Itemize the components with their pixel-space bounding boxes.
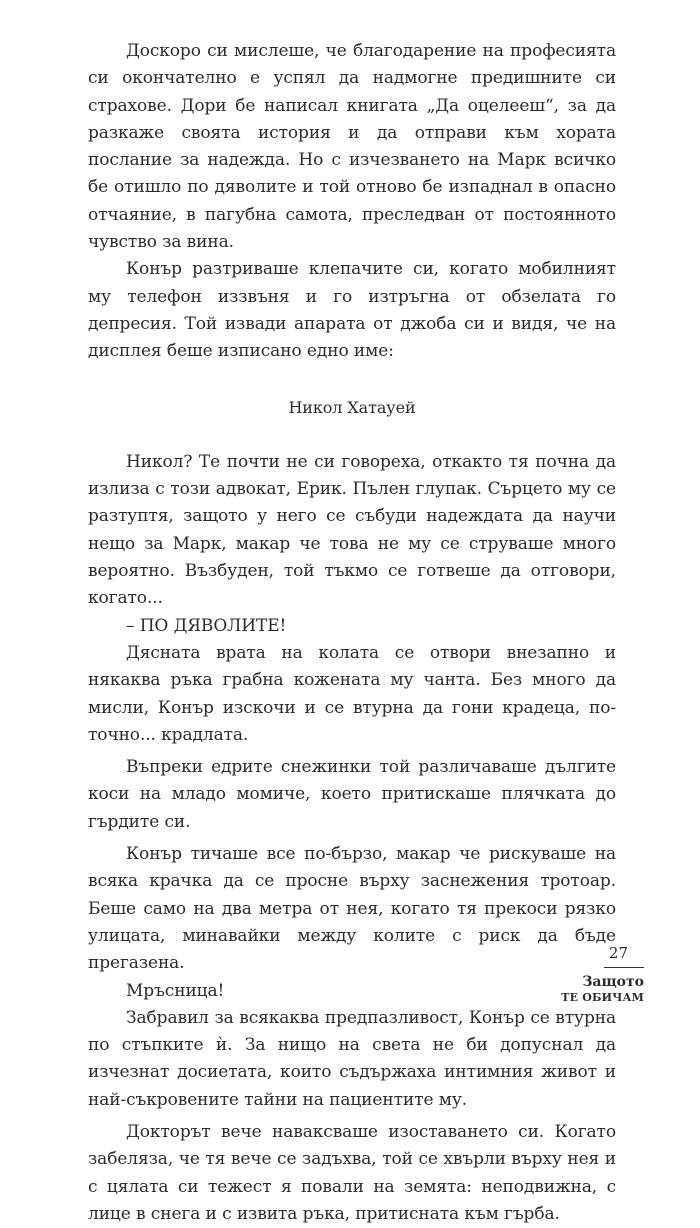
book-title-line2: ТЕ ОБИЧАМ: [561, 991, 644, 1004]
running-book-title: [561, 973, 644, 1005]
paragraph: Никол? Те почти не си говореха, откакто тя почна да излиза с този адвокат, Ерик. Пълен глупак. Сърцето му се разтуптя, защото у него се събуди надеждата да научи нещо за Марк, макар че това не му се струваше много вероятно. Възбуден, той тъкмо се готвеше да отговори, когато...: [88, 451, 616, 609]
page-number: 27: [608, 944, 628, 962]
paragraph: Доскоро си мислеше, че благодарение на професията си окончателно е успял да надмогне предишните си страхове. Дори бе написал книгата „Да оцелееш“, за да разкаже своята история и да отправи към хората послание за надежда. Но с изчезването на Марк всичко бе отишло по дяволите и той отново бе изпаднал в опасно отчаяние, в пагубна самота, преследван от постоянното чувство за вина.: [88, 41, 616, 253]
paragraph: Докторът вече наваксваше изоставането си. Когато забеляза, че тя вече се задъхва, той се хвърли върху нея и с цялата си тежест я повали на земята: неподвижна, с лице в снега и с извита ръка, притисната към гърба.: [88, 1121, 616, 1224]
footer-divider: [604, 967, 644, 968]
book-title-line1: Защото: [582, 974, 644, 990]
paragraph: Мръсница!: [126, 980, 225, 1001]
paragraph: Въпреки едрите снежинки той различаваше дългите коси на младо момиче, което притискаше плячката до гърдите си.: [88, 757, 616, 832]
paragraph: Конър тичаше все по-бързо, макар че рискуваше на всяка крачка да се просне върху заснежения тротоар. Беше само на два метра от нея, когато тя прекоси рязко улицата, минавайки между колите с риск да бъде прегазена.: [88, 844, 616, 974]
paragraph: Конър разтриваше клепачите си, когато мобилният му телефон иззвъня и го изтръгна от обзелата го депресия. Той извади апарата от джоба си и видя, че на дисплея беше изписано едно име:: [88, 259, 616, 362]
paragraph: Забравил за всякаква предпазливост, Конър се втурна по стъпките ѝ. За нищо на света не би допуснал да изчезнат досиетата, които съдържаха интимния живот и най-съкровените тайни на пациентите му.: [88, 1007, 616, 1110]
body-text: [88, 38, 616, 1228]
paragraph: Дясната врата на колата се отвори внезапно и някаква ръка грабна кожената му чанта. Без много да мисли, Конър изскочи и се втурна да гони крадеца, по-точно... крадлата.: [88, 642, 616, 745]
caller-name: Никол Хатауей: [288, 397, 416, 417]
paragraph: – ПО ДЯВОЛИТЕ!: [126, 615, 287, 636]
